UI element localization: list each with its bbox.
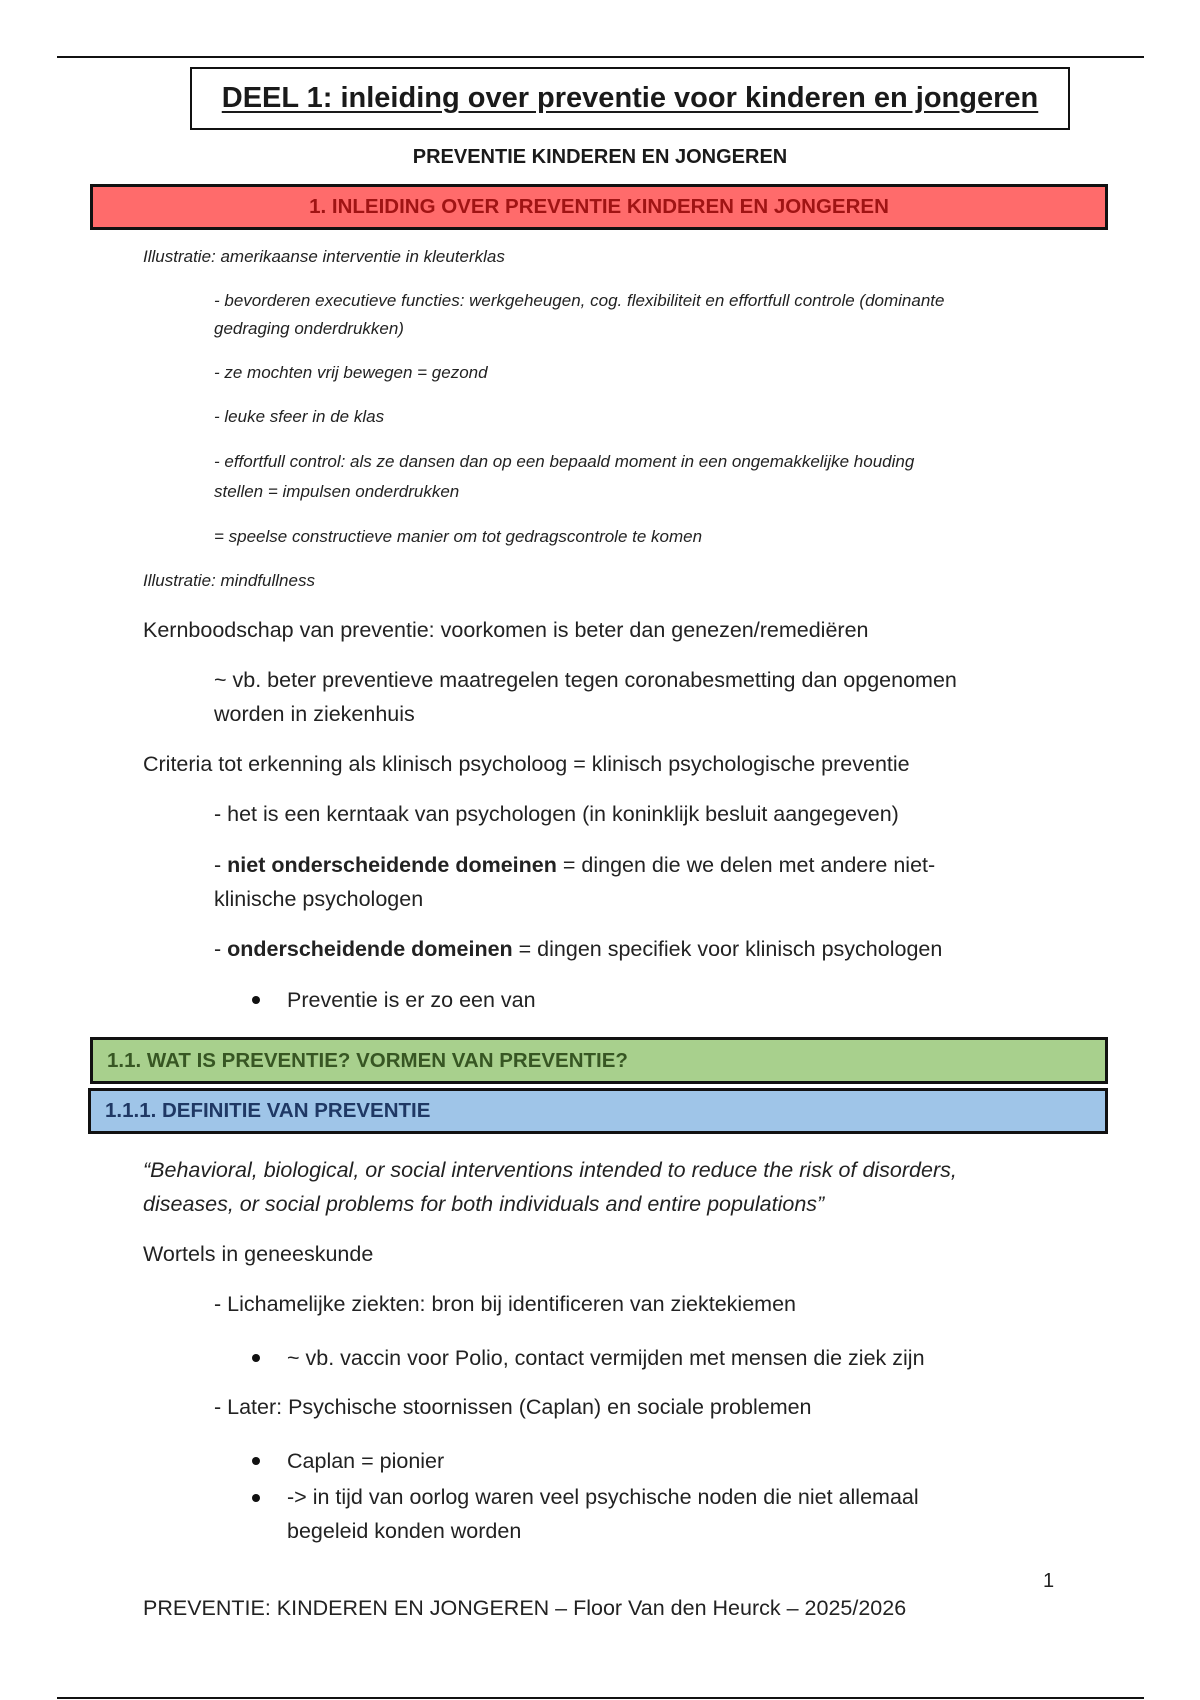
bullet-item: Caplan = pionier bbox=[287, 1449, 445, 1473]
page-number: 1 bbox=[1043, 1570, 1055, 1592]
list-item: - leuke sfeer in de klas bbox=[214, 407, 385, 426]
list-item: = speelse constructieve manier om tot gedragscontrole te komen bbox=[214, 527, 703, 546]
list-item: - ze mochten vrij bewegen = gezond bbox=[214, 363, 488, 382]
bullet-item: -> in tijd van oorlog waren veel psychische noden die niet allemaal bbox=[287, 1485, 919, 1509]
page-footer: PREVENTIE: KINDEREN EN JONGEREN – Floor Van den Heurck – 2025/2026 bbox=[143, 1596, 907, 1620]
bullet-item: Preventie is er zo een van bbox=[287, 988, 536, 1012]
bullet-item-cont: begeleid konden worden bbox=[287, 1519, 522, 1543]
kernboodschap-example-cont: worden in ziekenhuis bbox=[214, 702, 415, 726]
list-item: gedraging onderdrukken) bbox=[214, 319, 404, 338]
criteria-item-cont: klinische psychologen bbox=[214, 887, 424, 911]
wortels-item: - Lichamelijke ziekten: bron bij identificeren van ziektekiemen bbox=[214, 1292, 796, 1316]
definition-quote: “Behavioral, biological, or social interventions intended to reduce the risk of disorders, bbox=[143, 1158, 957, 1182]
main-title: DEEL 1: inleiding over preventie voor kinderen en jongeren bbox=[190, 67, 1070, 130]
section-1-1-heading: 1.1. WAT IS PREVENTIE? VORMEN VAN PREVENTIE? bbox=[90, 1037, 1108, 1084]
wortels-item: - Later: Psychische stoornissen (Caplan) en sociale problemen bbox=[214, 1395, 812, 1419]
bullet-item: ~ vb. vaccin voor Polio, contact vermijden met mensen die ziek zijn bbox=[287, 1346, 925, 1370]
bullet-dot bbox=[252, 996, 260, 1004]
bullet-dot bbox=[252, 1354, 260, 1362]
list-item: - effortfull control: als ze dansen dan op een bepaald moment in een ongemakkelijke houding bbox=[214, 452, 915, 471]
kernboodschap: Kernboodschap van preventie: voorkomen is beter dan genezen/remediëren bbox=[143, 618, 869, 642]
top-rule bbox=[57, 56, 1144, 58]
bottom-rule bbox=[57, 1697, 1144, 1699]
criteria-text: Criteria tot erkenning als klinisch psycholoog = klinisch psychologische preventie bbox=[143, 752, 910, 776]
list-item: - bevorderen executieve functies: werkgeheugen, cog. flexibiliteit en effortfull controle (dominante bbox=[214, 291, 945, 310]
criteria-item: - niet onderscheidende domeinen = dingen die we delen met andere niet- bbox=[214, 853, 936, 877]
illustration-label-1: Illustratie: amerikaanse interventie in kleuterklas bbox=[143, 247, 505, 266]
section-1-heading: 1. INLEIDING OVER PREVENTIE KINDEREN EN JONGEREN bbox=[90, 184, 1108, 230]
illustration-label-2: Illustratie: mindfullness bbox=[143, 571, 315, 590]
section-1-1-1-heading: 1.1.1. DEFINITIE VAN PREVENTIE bbox=[88, 1088, 1108, 1134]
list-item: stellen = impulsen onderdrukken bbox=[214, 482, 460, 501]
wortels-text: Wortels in geneeskunde bbox=[143, 1242, 374, 1266]
criteria-item: - onderscheidende domeinen = dingen specifiek voor klinisch psychologen bbox=[214, 937, 943, 961]
bullet-dot bbox=[252, 1494, 260, 1502]
document-subtitle: PREVENTIE KINDEREN EN JONGEREN bbox=[412, 146, 788, 168]
bullet-dot bbox=[252, 1457, 260, 1465]
criteria-item: - het is een kerntaak van psychologen (in koninklijk besluit aangegeven) bbox=[214, 802, 899, 826]
definition-quote-cont: diseases, or social problems for both individuals and entire populations” bbox=[143, 1192, 825, 1216]
kernboodschap-example: ~ vb. beter preventieve maatregelen tegen coronabesmetting dan opgenomen bbox=[214, 668, 957, 692]
